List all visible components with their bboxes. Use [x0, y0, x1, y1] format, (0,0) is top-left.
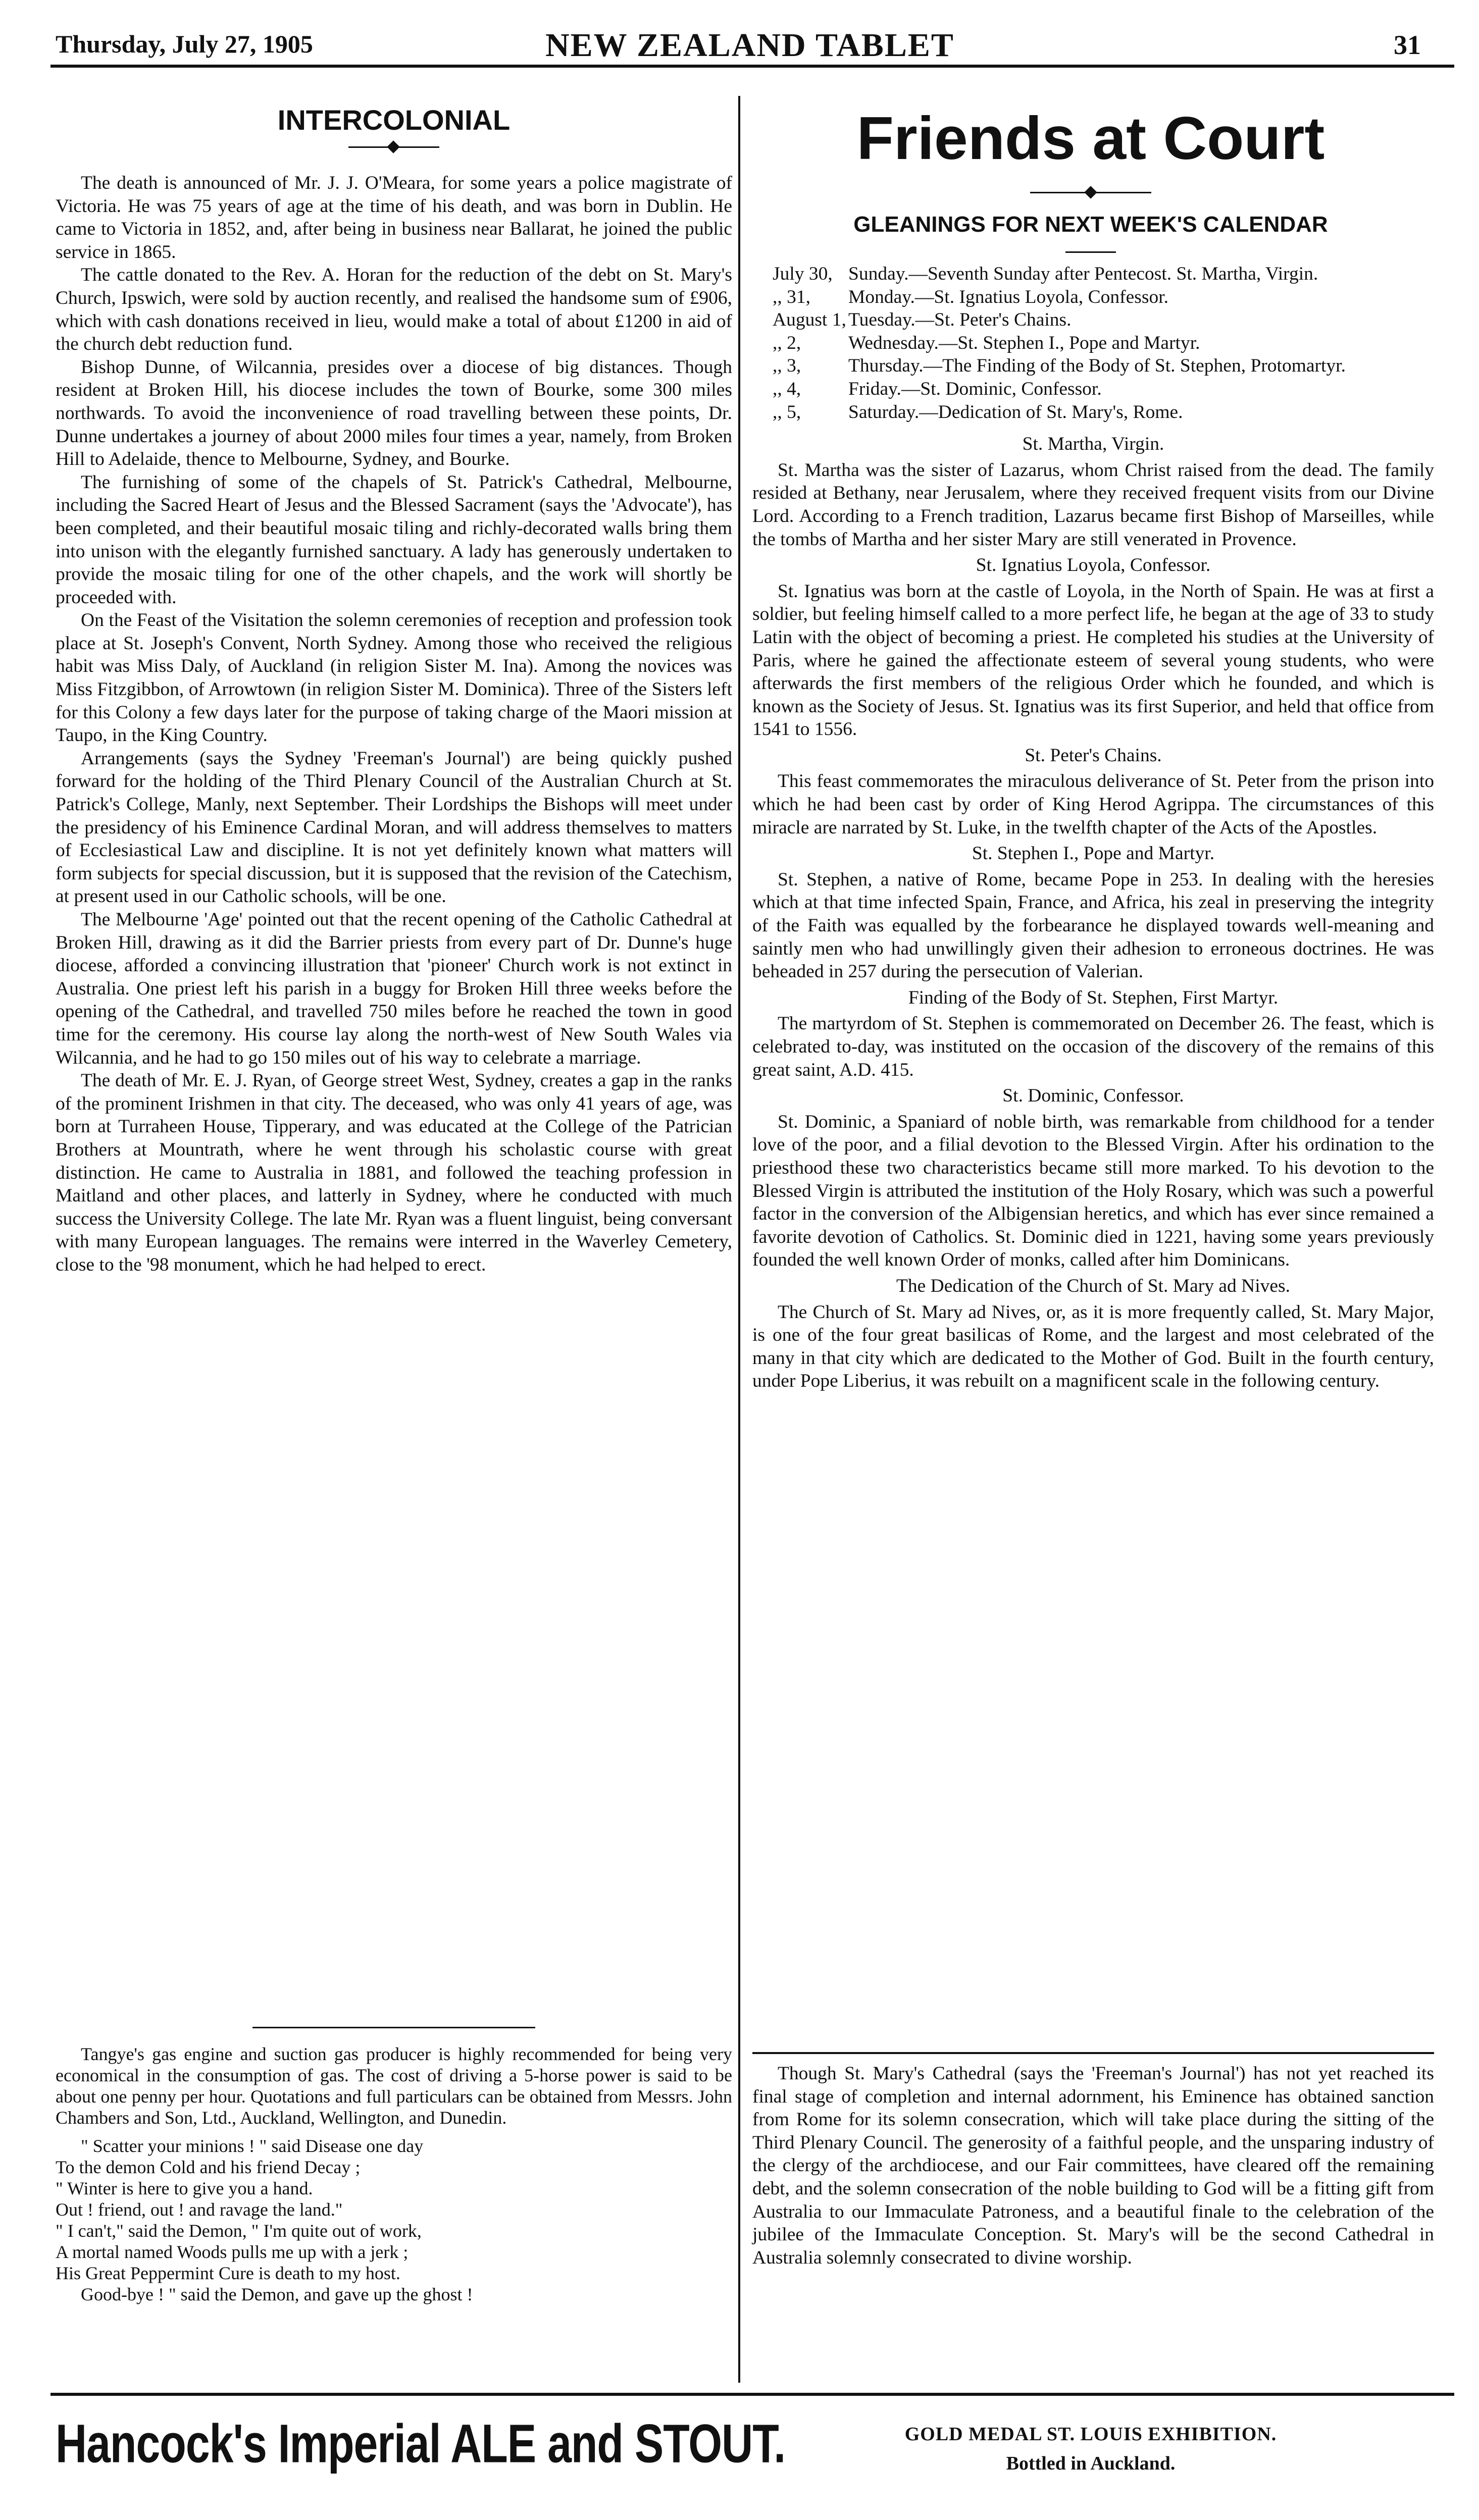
gold-medal-line: GOLD MEDAL ST. LOUIS EXHIBITION. [904, 2424, 1277, 2445]
poem-line: " Scatter your minions ! " said Disease one day [81, 2136, 424, 2156]
calendar-entry: August 1, Tuesday.—St. Peter's Chains. [773, 309, 1072, 331]
cathedral-paragraph: Though St. Mary's Cathedral (says the 'Freeman's Journal') has not yet reached its final stage of completion and internal adornment, his Eminence has obtained sanction from Rome for its solemn consecration, which will take place during the sitting of the Third Plenary Council. The generosity of a faithful people, and the unsparing industry of the clergy of the archdiocese, and our Fair committees, have cleared off the remaining debt, and the solemn consecration of the noble building to God will be a fitting gift from Australia to our Immaculate Patroness, and a beautiful finale to the celebration of the jubilee of the Immaculate Conception. St. Mary's will be the second Cathedral in Australia solemnly consecrated to divine worship. [752, 2063, 1434, 2268]
news-paragraph: Bishop Dunne, of Wilcannia, presides over a diocese of big distances. Though resident at Broken Hill, his diocese includes the town of Bourke, some 300 miles northwards. To avoid the inconvenience of road travelling between these points, Dr. Dunne undertakes a journey of about 2000 miles four times a year, namely, from Broken Hill to Adelaide, thence to Melbourne, Sydney, and Bourke. [56, 356, 732, 470]
section-heading: Finding of the Body of St. Stephen, First Martyr. [908, 987, 1279, 1008]
section-text: St. Ignatius was born at the castle of Loyola, in the North of Spain. He was at first a soldier, but feeling himself called to a more perfect life, he began at the age of 33 to study Latin with the object of becoming a priest. He completed his studies at the University of Paris, where he gained the affectionate esteem of several young students, who were afterwards the first members of the religious Order which he founded, and which is known as the Society of Jesus. St. Ignatius was its first Superior, and held that office from 1541 to 1556. [752, 581, 1434, 740]
calendar-entry: ,, 4, Friday.—St. Dominic, Confessor. [773, 378, 1102, 399]
calendar-entry: ,, 31, Monday.—St. Ignatius Loyola, Confessor. [773, 286, 1168, 307]
section-heading: The Dedication of the Church of St. Mary ad Nives. [896, 1275, 1290, 1296]
poem-line: His Great Peppermint Cure is death to my host. [56, 2263, 400, 2283]
subtitle-rule [1065, 251, 1116, 253]
friends-at-court-title: Friends at Court [856, 104, 1325, 172]
section-text: This feast commemorates the miraculous deliverance of St. Peter from the prison into which he had been cast by order of King Herod Agrippa. The circumstances of this miracle are narrated by St. Luke, in the twelfth chapter of the Acts of the Apostles. [752, 771, 1434, 838]
diamond-icon [1084, 186, 1097, 198]
hancocks-ale-advert: Hancock's Imperial ALE and STOUT. [56, 2413, 786, 2475]
calendar-entry: ,, 5, Saturday.—Dedication of St. Mary's, Rome. [773, 401, 1183, 423]
news-paragraph: The cattle donated to the Rev. A. Horan for the reduction of the debt on St. Mary's Church, Ipswich, were sold by auction recently, and realised the handsome sum of £906, which with cash donations received in lieu, would make a total of about £1200 in aid of the church debt reduction fund. [56, 265, 732, 355]
news-paragraph: Arrangements (says the Sydney 'Freeman's Journal') are being quickly pushed forward for the holding of the Third Plenary Council of the Australian Church at St. Patrick's College, Manly, next September. Their Lordships the Bishops will meet under the presidency of his Eminence Cardinal Moran, and will address themselves to matters of Ecclesiastical Law and discipline. It is not yet definitely known what matters will form subjects for special discussion, but it is supposed that the revision of the Catechism, at present used in our Catholic schools, will be one. [56, 748, 732, 907]
intercolonial-heading: INTERCOLONIAL [277, 104, 511, 136]
news-paragraph: The furnishing of some of the chapels of St. Patrick's Cathedral, Melbourne, including the Sacred Heart of Jesus and the Blessed Sacrament (says the 'Advocate'), has been completed, and their beautiful mosaic tiling and richly-decorated walls bring them into unison with the elegantly furnished sanctuary. A lady has generously undertaken to provide the mosaic tiling for one of the other chapels, and the work will shortly be proceeded with. [56, 471, 732, 608]
poem-line: Good-bye ! " said the Demon, and gave up the ghost ! [81, 2284, 473, 2304]
cathedral-paragraph-block [752, 2062, 1434, 2269]
footer-rule [50, 2393, 1454, 2396]
news-paragraph: The death of Mr. E. J. Ryan, of George street West, Sydney, creates a gap in the ranks of the prominent Irishmen in that city. The deceased, who was only 41 years of age, was born at Turraheen House, Tipperary, and was educated at the College of the Patrician Brothers at Mountrath, where he went through his scholastic course with great distinction. He came to Australia in 1881, and followed the teaching profession in Maitland and other places, and latterly in Sydney, where he conducted with much success the University College. The late Mr. Ryan was a fluent linguist, being conversant with many European languages. The remains were interred in the Waverley Cemetery, close to the '98 monument, which he had helped to erect. [56, 1070, 732, 1275]
section-heading: St. Dominic, Confessor. [1002, 1085, 1184, 1107]
left-advert-text [56, 2043, 732, 2305]
right-column-text [752, 262, 1434, 1393]
calendar-entry: ,, 2, Wednesday.—St. Stephen I., Pope and Martyr. [773, 332, 1200, 353]
calendar-entry: July 30, Sunday.—Seventh Sunday after Pentecost. St. Martha, Virgin. [773, 264, 1318, 284]
calendar-subtitle: GLEANINGS FOR NEXT WEEK'S CALENDAR [853, 212, 1328, 237]
poem-line: To the demon Cold and his friend Decay ; [56, 2157, 361, 2177]
section-heading: St. Stephen I., Pope and Martyr. [972, 843, 1215, 864]
issue-date: Thursday, July 27, 1905 [56, 30, 313, 58]
poem-line: " I can't," said the Demon, " I'm quite out of work, [56, 2221, 422, 2241]
section-heading: St. Martha, Virgin. [1022, 434, 1164, 455]
poem-line: " Winter is here to give you a hand. [56, 2178, 313, 2198]
page-number: 31 [1394, 30, 1421, 60]
left-column-text [56, 172, 732, 1277]
masthead-rule [50, 65, 1454, 68]
news-paragraph: On the Feast of the Visitation the solemn ceremonies of reception and profession took place at St. Joseph's Convent, North Sydney. Among those who received the religious habit was Miss Daly, of Auckland (in religion Sister M. Ina). Among the novices was Miss Fitzgibbon, of Arrowtown (in religion Sister M. Dominica). Three of the Sisters left for this Colony a few days later for the purpose of taking charge of the Maori mission at Taupo, in the King Country. [56, 610, 732, 746]
bottled-line: Bottled in Auckland. [1006, 2453, 1176, 2474]
column-divider [738, 96, 740, 2383]
section-heading: St. Ignatius Loyola, Confessor. [976, 555, 1211, 576]
news-paragraph: The Melbourne 'Age' pointed out that the recent opening of the Catholic Cathedral at Broken Hill, drawing as it did the Barrier priests from every part of Dr. Dunne's huge diocese, afforded a convincing illustration that 'pioneer' Church work is not extinct in Australia. One priest left his parish in a buggy for Broken Hill three weeks before the opening of the Cathedral, and travelled 750 miles before he reached the town in good time for the ceremony. His course lay along the north-west of New South Wales via Wilcannia, and he had to go 150 miles out of his way to celebrate a marriage. [56, 909, 732, 1068]
section-text: The Church of St. Mary ad Nives, or, as it is more frequently called, St. Mary Major, is one of the four great basilicas of Rome, and the largest and most celebrated of the many in that city which are dedicated to the Mother of God. Built in the fourth century, under Pope Liberius, it was rebuilt on a magnificent scale in the following century. [752, 1301, 1434, 1392]
tangye-advert: Tangye's gas engine and suction gas producer is highly recommended for being very economical in the consumption of gas. The cost of driving a 5-horse power is said to be about one penny per hour. Quotations and full particulars can be obtained from Messrs. John Chambers and Son, Ltd., Auckland, Wellington, and Dunedin. [56, 2044, 732, 2128]
closing-rule [752, 2052, 1434, 2054]
newspaper-title: NEW ZEALAND TABLET [545, 27, 954, 64]
news-paragraph: The death is announced of Mr. J. J. O'Meara, for some years a police magistrate of Victoria. He was 75 years of age at the time of his death, and was born in Dublin. He came to Victoria in 1852, and, after being in business near Ballarat, he joined the public service in 1865. [56, 173, 732, 262]
section-text: St. Dominic, a Spaniard of noble birth, was remarkable from childhood for a tender love of the poor, and a filial devotion to the Blessed Virgin. After his ordination to the priesthood these two characteristics became still more marked. To his devotion to the Blessed Virgin is attributed the institution of the Holy Rosary, which was such a powerful factor in the conversion of the Albigensian heretics, and which has ever since remained a favorite devotion of Catholics. St. Dominic died in 1221, having some years previously founded the well known Order of monks, called after him Dominicans. [752, 1111, 1434, 1271]
section-text: The martyrdom of St. Stephen is commemorated on December 26. The feast, which is celebrated to-day, was instituted on the occasion of the discovery of the remains of this great saint, A.D. 415. [752, 1013, 1434, 1080]
poem-line: A mortal named Woods pulls me up with a jerk ; [56, 2242, 409, 2262]
diamond-icon [387, 140, 399, 153]
section-text: St. Martha was the sister of Lazarus, whom Christ raised from the dead. The family resided at Bethany, near Jerusalem, where they received frequent visits from our Divine Lord. According to a French tradition, Lazarus became first Bishop of Marseilles, while the tombs of Martha and her sister Mary are still venerated in Provence. [752, 459, 1434, 550]
calendar-entry: ,, 3, Thursday.—The Finding of the Body of St. Stephen, Protomartyr. [773, 355, 1346, 377]
section-heading: St. Peter's Chains. [1025, 745, 1162, 766]
section-divider [252, 2027, 535, 2028]
poem-line: Out ! friend, out ! and ravage the land." [56, 2199, 343, 2220]
section-text: St. Stephen, a native of Rome, became Pope in 253. In dealing with the heresies which at that time infected Spain, France, and Africa, his zeal in preserving the integrity of the Faith was equalled by the forbearance he displayed towards well-meaning and saintly men who had unwillingly given their adhesion to erroneous doctrines. He was beheaded in 257 during the persecution of Valerian. [752, 869, 1434, 982]
